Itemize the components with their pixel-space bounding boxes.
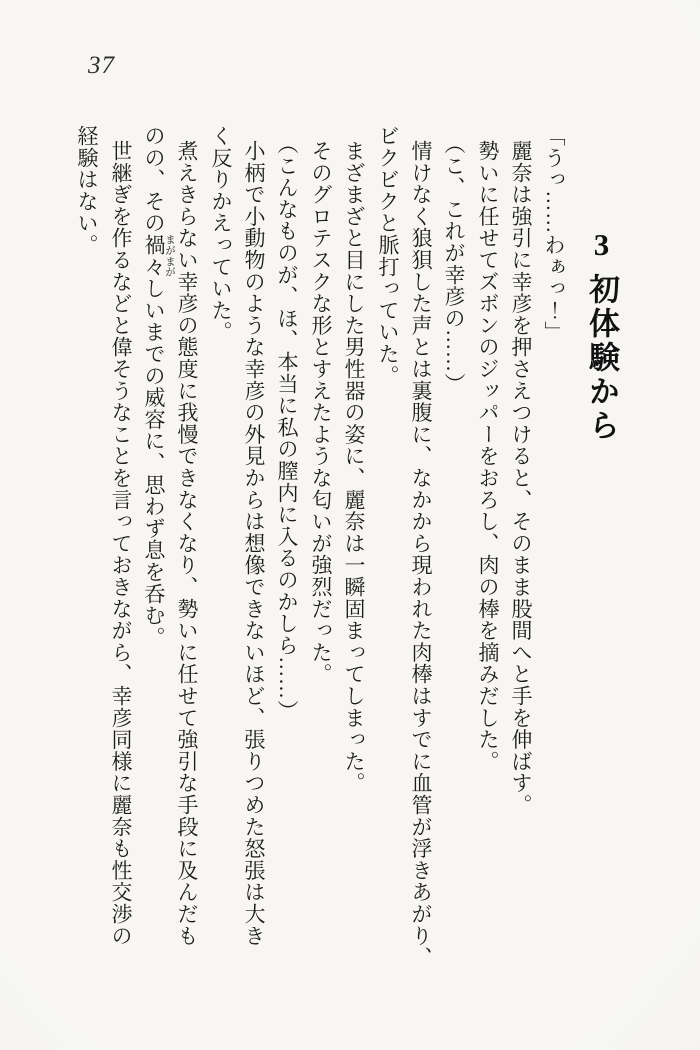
text-line-14: 世継ぎを作るなどと偉そうなことを言っておきながら、幸彦同様に麗奈も性交渉の bbox=[109, 140, 133, 947]
page-number: 37 bbox=[88, 52, 115, 79]
chapter-heading bbox=[583, 227, 619, 443]
text-line-12: 煮えきらない幸彦の態度に我慢できなくなり、勢いに任せて強引な手段に及んだも bbox=[175, 140, 199, 947]
text-line-11: く反りかえっていた。 bbox=[209, 125, 233, 343]
text-line-13: のの、その禍々しいまでの威容に、思わず息を呑む。 bbox=[142, 125, 166, 649]
text-line-2: 麗奈は強引に幸彦を押さえつけると、そのまま股間へと手を伸ばす。 bbox=[509, 140, 533, 816]
text-line-1: 「うっ……わぁっ！」 bbox=[542, 125, 566, 343]
chapter-number: 3 bbox=[584, 227, 619, 265]
text-line-5: 情けなく狼狽した声とは裏腹に、なかから現われた肉棒はすでに血管が浮きあがり、 bbox=[409, 140, 433, 969]
text-line-3: 勢いに任せてズボンのジッパーをおろし、肉の棒を摘みだした。 bbox=[476, 140, 500, 773]
text-line-9: （こんなものが、ほ、本当に私の膣内に入るのかしら……） bbox=[275, 133, 299, 722]
text-line-8: そのグロテスクな形とすえたような匂いが強烈だった。 bbox=[309, 140, 333, 685]
furigana-annotation: まがまが bbox=[164, 234, 175, 278]
text-line-10: 小柄で小動物のような幸彦の外見からは想像できないほど、張りつめた怒張は大き bbox=[242, 140, 266, 947]
text-line-7: まざまざと目にした男性器の姿に、麗奈は一瞬固まってしまった。 bbox=[342, 140, 366, 794]
text-line-4: （こ、これが幸彦の……） bbox=[442, 133, 466, 395]
chapter-title: 初体験から bbox=[584, 273, 619, 443]
text-line-15: 経験はない。 bbox=[75, 125, 99, 256]
text-line-6: ビクビクと脈打っていた。 bbox=[376, 125, 400, 387]
